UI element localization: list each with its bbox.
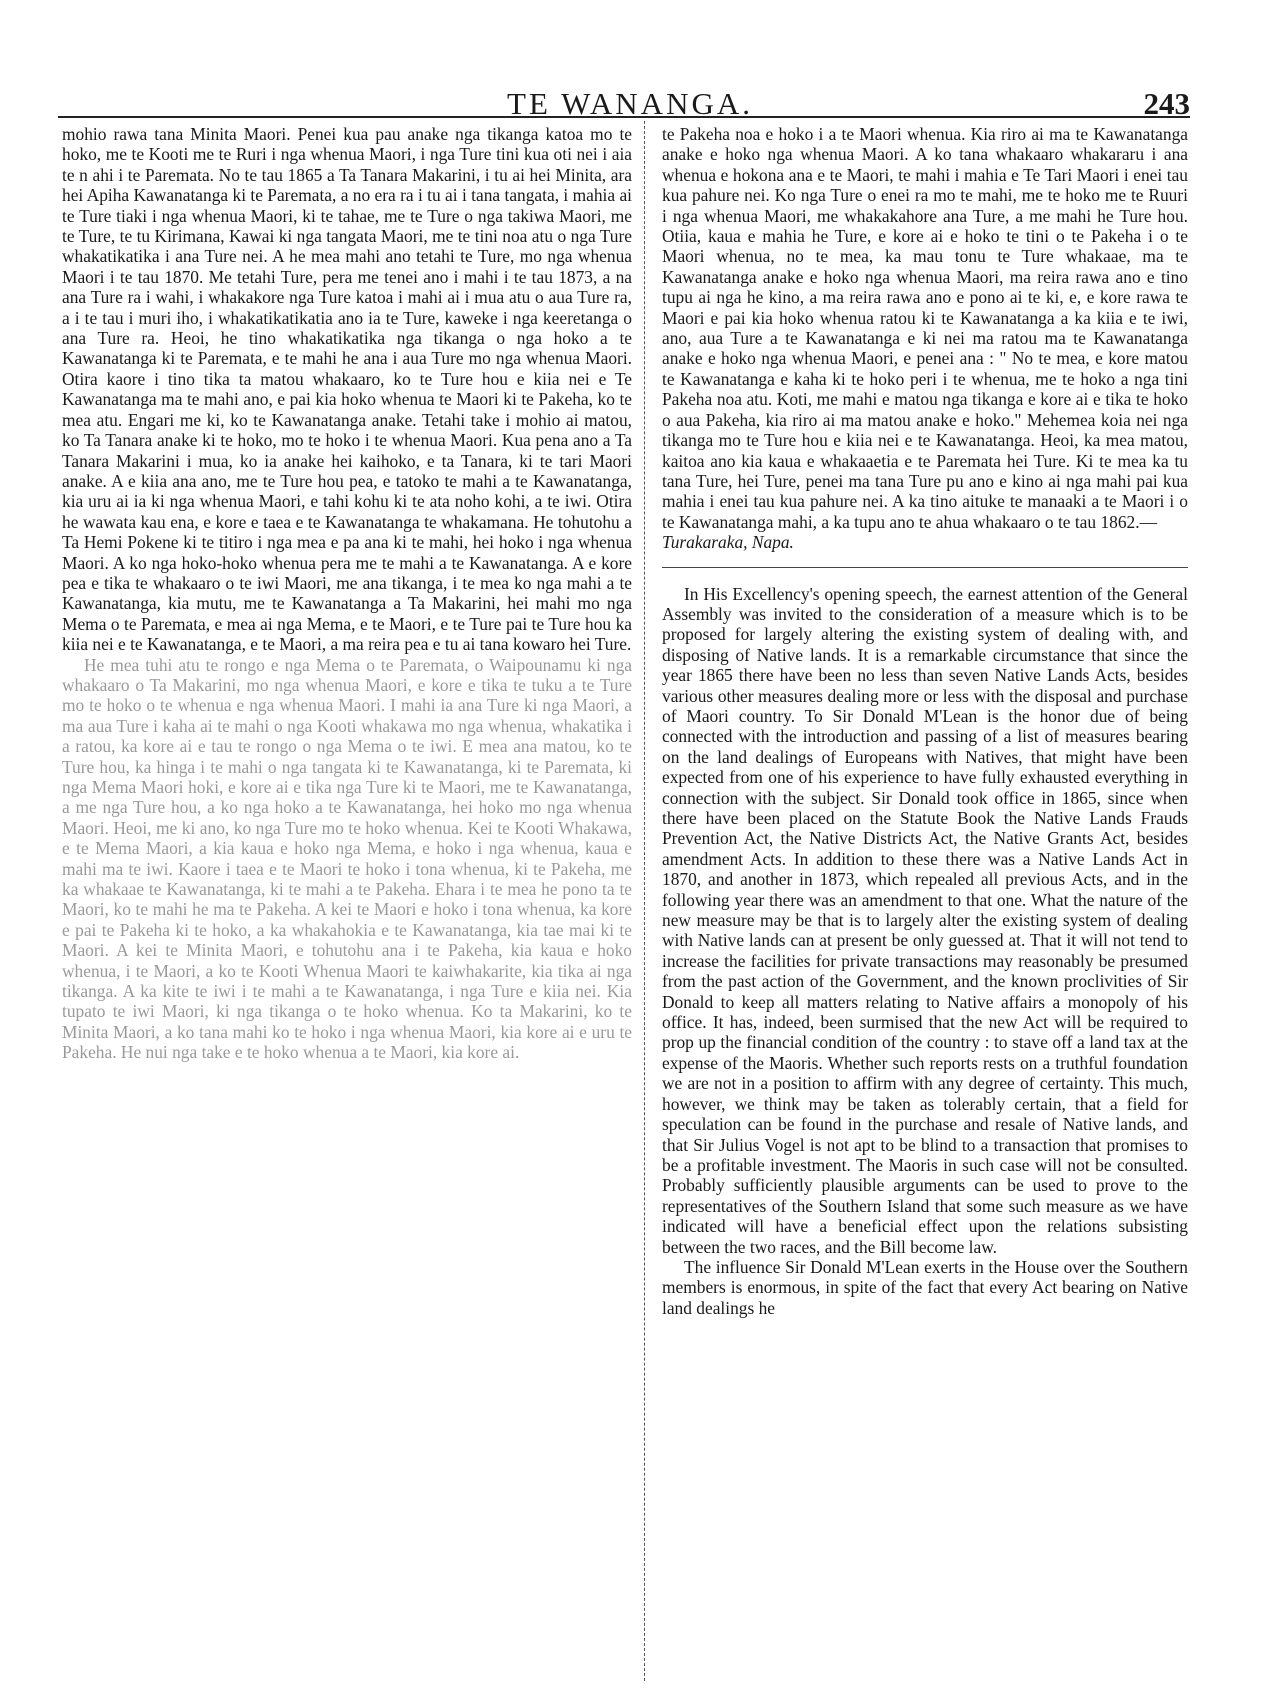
- english-paragraph-1: In His Excellency's opening speech, the earnest attention of the General Assembly was invited to the consideration of a measure which is to be proposed for largely altering the existing system of dealing with, and disposing of Native lands. It is a remarkable circumstance that since the year 1865 there have been no less than seven Native Lands Acts, besides various other measures dealing more or less with the disposal and purchase of Maori country. To Sir Donald M'Lean is the honor due of being connected with the introduction and passing of a list of measures bearing on the land dealings of Europeans with Natives, that might have been expected from one of his experience to have fully exhausted everything in connection with the subject. Sir Donald took office in 1865, since when there have been placed on the Statute Book the Native Lands Frauds Prevention Act, the Native Districts Act, the Native Grants Act, besides amendment Acts. In addition to these there was a Native Lands Act in 1870, and another in 1873, which repealed all previous Acts, and in the following year there was an amendment to that one. What the nature of the new measure may be that is to largely alter the existing system of dealing with Native lands can at present be only guessed at. That it will not tend to increase the facilities for private transactions may reasonably be presumed from the past action of the Government, and the known proclivities of Sir Donald to keep all matters relating to Native affairs a monopoly of his office. It has, indeed, been surmised that the new Act will be required to prop up the financial condition of the country : to stave off a land tax at the expense of the Maoris. Whether such reports rests on a truthful foundation we are not in a position to affirm with any degree of certainty. This much, however, we think may be taken as tolerably certain, that a field for speculation can be found in the purchase and resale of Native lands, and that Sir Julius Vogel is not apt to be blind to a transaction that promises to be a profitable investment. The Maoris in such case will not be consulted. Probably sufficiently plausible arguments can be used to prove to the representatives of the Southern Island that some such measure as we have indicated will have a beneficial effect upon the relations subsisting between the two races, and the Bill become law.: [662, 583, 1188, 1257]
- article-separator-rule: [662, 567, 1188, 568]
- left-paragraph-1: mohio rawa tana Minita Maori. Penei kua pau anake nga tikanga katoa mo te hoko, me te Kooti me te Ruri i nga whenua Maori, i nga Ture tini kua oti nei i aia te n ahi i te Paremata. No te tau 1865 a Ta Tanara Makarini, i tu ai hei Minita, ara hei Apiha Kawanatanga ki te Paremata, a no era ra i tu ai i tana tangata, i mahia ai te Ture tiaki i nga whenua Maori, ki te tahae, me te Ture o nga takiwa Maori, me te Ture, te tu Kirimana, Kawai ki nga tangata Maori, me te tini noa atu o nga Ture whakatikatika i ana Ture nei. A he mea mahi ano tetahi te Ture, mo nga whenua Maori i te tau 1870. Me tetahi Ture, pera me tenei ano i mahi i te tau 1873, a na ana Ture ra i wahi, i whakakore nga Ture katoa i mahi ai i mua atu o aua Ture ra, a i te tau i muri iho, i whakatikatikatia ano ia te Ture, kaweke i nga keeretanga o ana Ture ra. Heoi, he tino whakatikatika nga tikanga o nga hoko a te Kawanatanga ki te Paremata, e te mahi he ana i aua Ture mo nga whenua Maori. Otira kaore i tino tika ta matou whakaaro, ko te Ture hou e kiia nei e Te Kawanatanga ma te mahi ano, e pai kia hoko whenua te Maori ki te Pakeha, ko te mea atu. Engari me ki, ko te Kawanatanga anake. Tetahi take i mohio ai matou, ko Ta Tanara anake ki te hoko, mo te hoko i te whenua Maori. Kua pena ano a Ta Tanara Makarini i mua, ko ia anake hei kaihoko, e ta Tanara, ki te tari Maori anake. A e kiia ana ano, me te Ture hou pea, e tatoko te mahi a te Kawanatanga, kia uru ai ia ki nga whenua Maori, e tahi kohu ki te ata noho kohi, a te iwi. Otira he wawata kau ena, e kore e taea e te Kawanatanga te whakamana. He tohutohu a Ta Hemi Pokene ki te titiro i nga mea e pa ana ki te mahi, hei hoko i nga whenua Maori. A ko nga hoko-hoko whenua pera me te mahi a te Kawanatanga. A e kore pea e tika te whakaaro o te iwi Maori, me ana tikanga, i te mea ko nga mahi a te Kawanatanga, kia mutu, me te Kawanatanga a Ta Makarini, hei mahi mo nga Mema o te Paremata, e mea ai nga Mema, e te Maori, e te Ture pai te Ture hou ka kiia nei e te Kawanatanga, e te Maori, a ma reira pea e tu ai tana kowaro hei Ture.: [62, 124, 632, 655]
- column-divider: [644, 121, 645, 1681]
- header-rule: [58, 116, 1190, 118]
- masthead: [70, 86, 1190, 120]
- left-column: [62, 124, 632, 1063]
- right-column: [662, 124, 1188, 1318]
- english-paragraph-2: The influence Sir Donald M'Lean exerts in the House over the Southern members is enormous, in spite of the fact that every Act bearing on Native land dealings he: [662, 1256, 1188, 1318]
- right-maori-paragraph: te Pakeha noa e hoko i a te Maori whenua. Kia riro ai ma te Kawanatanga anake e hoko nga whenua Maori. A ko tana whakaaro whakararu i ana whenua e hokona ana e te Maori, te mahi i mahia e Te Tari Maori i enei tau kua pahure nei. Ko nga Ture o enei ra mo te mahi, me te hoko me te Ruuri i nga whenua Maori, me whakakahore ana Ture, a me mahi he Ture hou. Otiia, kaua e mahia he Ture, e kore ai e hoko te tini o te Pakeha i o te Maori whenua, no te mea, ka mau tonu te Ture whakaae, ma te Kawanatanga anake e hoko nga whenua Maori, ma reira rawa ano e tino tupu ai nga he kino, a ma reira rawa ano e pono ai te ki, e, e kore rawa te Maori e pai kia hoko whenua ratou ki te Kawanatanga a ka kiia e te iwi, ano, aua Ture a te Kawanatanga e ki nei ma ratou ma te Kawanatanga anake e hoko nga whenua Maori, e penei ana : " No te mea, e kore matou te Kawanatanga e kaha ki te hoko peri i te whenua, me te hoko a nga tini Pakeha noa atu. Koti, me mahi e matou nga tikanga e kore ai e tika te hoko o aua Pakeha, kia riro ai ma matou anake e hoko." Mehemea koia nei nga tikanga mo te Ture hou e kiia nei e te Kawanatanga. Heoi, ka mea matou, kaitoa ano kia kaua e whakaaetia e te Paremata hei Ture. Ki te mea ka tu tana Ture, hei Ture, penei ma tana Ture pu ano e kino ai nga mahi pai kua mahia i enei tau kua pahure nei. A ka tino aituke te manaaki a te Maori i o te Kawanatanga mahi, a ka tupu ano te ahua whakaaro o te tau 1862.—: [662, 124, 1188, 532]
- page-number: 243: [1143, 86, 1190, 121]
- article-signature: Turakaraka, Napa.: [662, 532, 794, 553]
- newspaper-title: TE WANANGA.: [507, 86, 753, 121]
- left-paragraph-2: He mea tuhi atu te rongo e nga Mema o te Paremata, o Waipounamu ki nga whakaaro o Ta Makarini, mo nga whenua Maori, e kore e tika te tuku a te Ture mo te hoko o te whenua e nga whenua Maori. I mahi ia ana Ture ki nga Maori, a ma aua Ture i kaha ai te mahi o nga Kooti whakawa mo nga whenua, whakatika i a ratou, ka kore ai e tau te rongo o nga Mema o te iwi. E mea ana matou, ko te Ture hou, ka hinga i te mahi o nga tangata ki te Kawanatanga, ki te Paremata, ki nga Mema Maori hoki, e kore ai e tika nga Ture ki te Maori, me te Kawanatanga, a me nga Ture hou, a ko nga hoko a te Kawanatanga, hei hoko mo nga whenua Maori. Heoi, me ki ano, ko nga Ture mo te hoko whenua. Kei te Kooti Whakawa, e te Mema Maori, a kia kaua e hoko nga Mema, e hoko i nga whenua, kaua e mahi ma te iwi. Kaore i taea e te Maori te hoko i tona whenua, ki te Pakeha, me ka whakaae te Kawanatanga, ki te mahi a te Pakeha. Ehara i te mea he pono ta te Maori, ko te mahi he ma te Pakeha. A kei te Maori e hoko i tona whenua, ka kore e pai te Pakeha ki te hoko, a ka whakahokia e te Kawanatanga, kia tae mai ki te Maori. A kei te Minita Maori, e tohutohu ana i te Pakeha, kia kaua e hoko whenua, i te Maori, a ko te Kooti Whenua Maori te kaiwhakarite, kia tika ai nga tikanga. A ka kite te iwi i te mahi a te Kawanatanga, i nga Ture e kiia nei. Kia tupato te iwi Maori, ki nga tikanga o te hoko whenua. Ko ta Makarini, ko te Minita Maori, a ko tana mahi ko te hoko i nga whenua Maori, kia kore ai e uru te Pakeha. He nui nga take e te hoko whenua a te Maori, kia kore ai.: [62, 654, 632, 1063]
